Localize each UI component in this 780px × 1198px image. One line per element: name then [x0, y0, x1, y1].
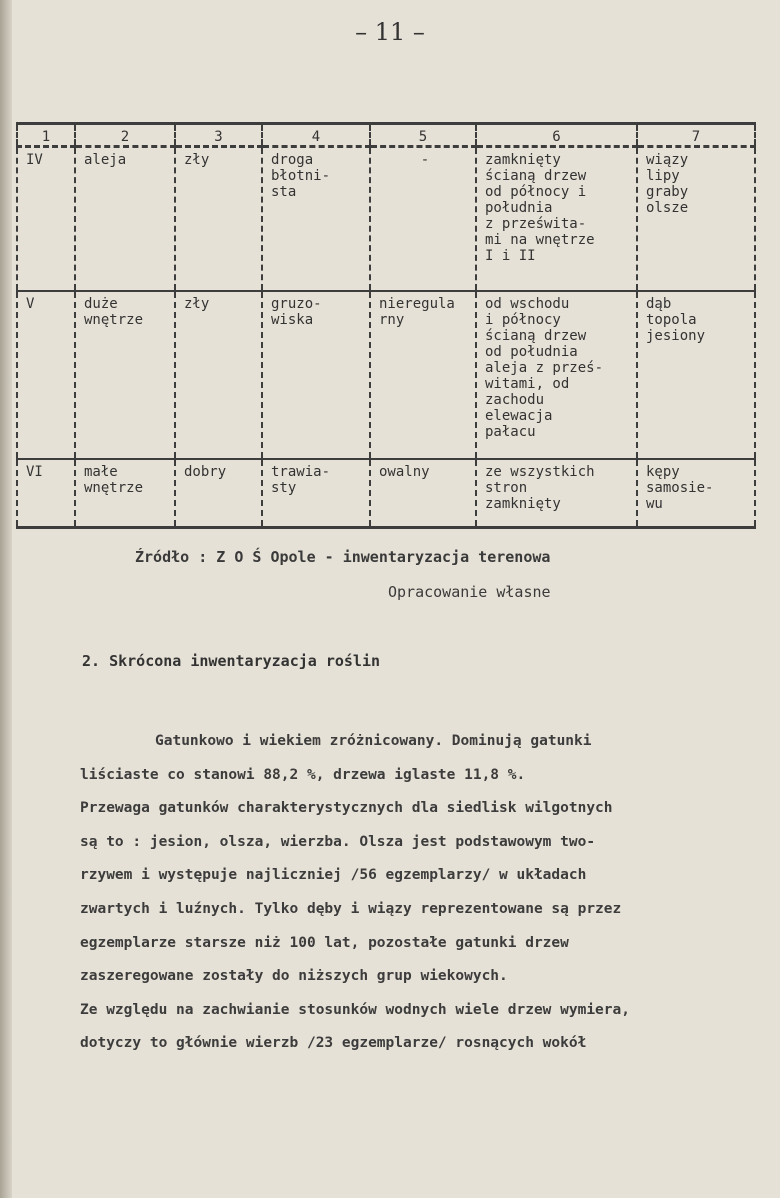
- table-cell: zły: [175, 147, 262, 292]
- paragraph-line: zwartych i luźnych. Tylko dęby i wiązy reprezentowane są przez: [80, 900, 622, 917]
- inventory-table-container: [16, 122, 754, 529]
- section-heading: 2. Skrócona inwentaryzacja roślin: [82, 652, 381, 670]
- table-cell: małe wnętrze: [75, 459, 175, 528]
- table-cell: aleja: [75, 147, 175, 292]
- table-cell: nieregula rny: [370, 291, 476, 459]
- paragraph-line: są to : jesion, olsza, wierzba. Olsza jest podstawowym two-: [80, 833, 596, 850]
- table-cell: dobry: [175, 459, 262, 528]
- column-header: 7: [637, 124, 755, 147]
- column-header: 3: [175, 124, 262, 147]
- table-row: [17, 459, 755, 528]
- table-row: [17, 147, 755, 292]
- table-cell: duże wnętrze: [75, 291, 175, 459]
- table-cell: zły: [175, 291, 262, 459]
- column-header: 5: [370, 124, 476, 147]
- body-paragraph: [80, 725, 765, 1061]
- table-cell: V: [17, 291, 75, 459]
- table-header-row: [17, 124, 755, 147]
- table-cell: zamknięty ścianą drzew od północy i południa z prześwita- mi na wnętrze I i II: [476, 147, 637, 292]
- paragraph-line: egzemplarze starsze niż 100 lat, pozostałe gatunki drzew: [80, 934, 569, 951]
- table-cell: trawia- sty: [262, 459, 370, 528]
- table-cell: droga błotni- sta: [262, 147, 370, 292]
- table-cell: owalny: [370, 459, 476, 528]
- table-author-line: Opracowanie własne: [388, 583, 551, 601]
- table-cell: od wschodu i północy ścianą drzew od południa aleja z prześ- witami, od zachodu elewacja pałacu: [476, 291, 637, 459]
- column-header: 4: [262, 124, 370, 147]
- paragraph-line: Gatunkowo i wiekiem zróżnicowany. Dominują gatunki: [155, 733, 592, 749]
- table-source-line: Źródło : Z O Ś Opole - inwentaryzacja terenowa: [135, 548, 551, 566]
- paragraph-line: zaszeregowane zostały do niższych grup wiekowych.: [80, 968, 508, 985]
- table-cell: ze wszystkich stron zamknięty: [476, 459, 637, 528]
- table-cell: dąb topola jesiony: [637, 291, 755, 459]
- table-row: [17, 291, 755, 459]
- paragraph-line: dotyczy to głównie wierzb /23 egzemplarze/ rosnących wokół: [80, 1035, 587, 1052]
- paragraph-line: Przewaga gatunków charakterystycznych dla siedlisk wilgotnych: [80, 800, 613, 817]
- table-cell: -: [370, 147, 476, 292]
- page-number: – 11 –: [355, 18, 425, 46]
- column-header: 6: [476, 124, 637, 147]
- page-left-edge: [0, 0, 12, 1198]
- table-cell: VI: [17, 459, 75, 528]
- table-cell: kępy samosie- wu: [637, 459, 755, 528]
- paragraph-line: liściaste co stanowi 88,2 %, drzewa iglaste 11,8 %.: [80, 766, 526, 783]
- table-cell: wiązy lipy graby olsze: [637, 147, 755, 292]
- paragraph-line: Ze względu na zachwianie stosunków wodnych wiele drzew wymiera,: [80, 1001, 630, 1018]
- column-header: 1: [17, 124, 75, 147]
- column-header: 2: [75, 124, 175, 147]
- paragraph-line: rzywem i występuje najliczniej /56 egzemplarzy/ w układach: [80, 867, 587, 884]
- table-cell: IV: [17, 147, 75, 292]
- inventory-table: [16, 122, 756, 529]
- table-cell: gruzo- wiska: [262, 291, 370, 459]
